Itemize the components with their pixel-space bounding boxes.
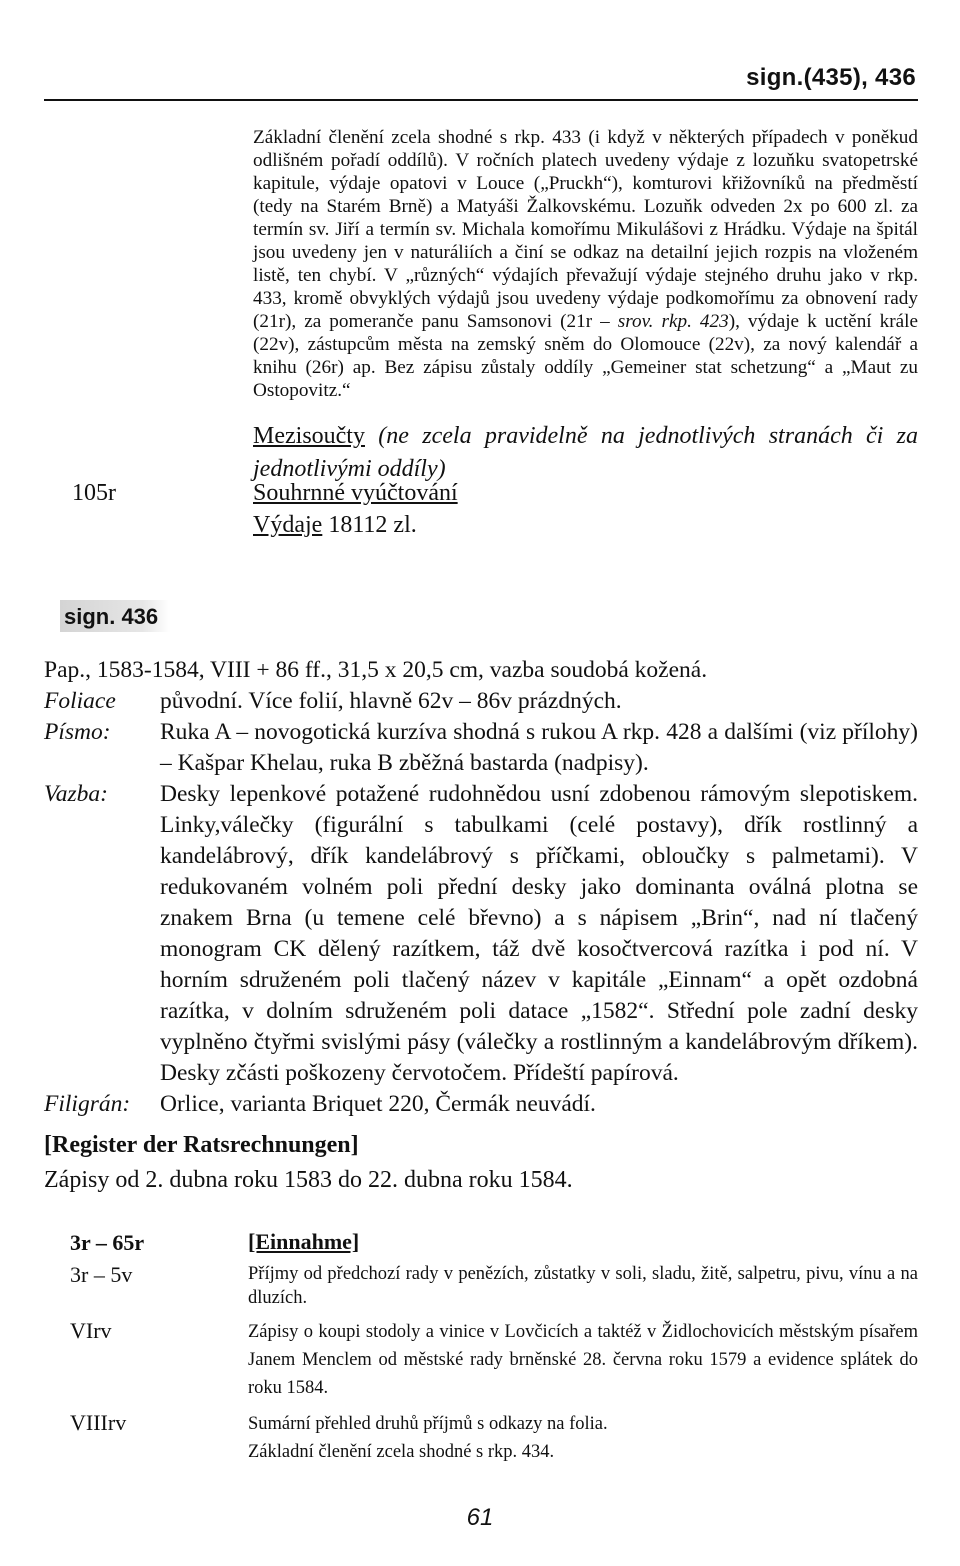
description-row-foliation <box>44 686 918 717</box>
binding-value: Desky lepenkové potažené rudohnědou usní zdobenou rámovým slepotiskem. Linky,válečky (figurální s tabulkami (celé postavy), dřík rostlinný a kandelábrový, dřík kandelábrový s příčkami, obloučky s palmetami). V redukovaném volném poli přední desky jako dominanta oválná plotna se znakem Brna (u temene celé břevno) a s nápisem „Brin“, nad ní tlačený monogram CK dělený razítkem, táž dvě kosočtvercová razítka i pod ní. V horním sdruženém poli tlačený název v kapitále „Einnam“ a opět ozdobná razítka, v dolním sdruženém poli datace „1582“. Střední pole zadní desky vyplněno čtyřmi svislými pásy (válečky a rostlinným a kandelábrovým dříkem). Desky zčásti poškozeny červotočem. Přídeští papírová. <box>160 781 918 1086</box>
table-row <box>70 1230 918 1256</box>
expenses-amount: 18112 zl. <box>322 512 417 538</box>
row-description: Příjmy od předchozí rady v penězích, zůstatky v soli, sladu, žitě, salpetru, pivu, vínu a na dluzích. <box>248 1264 918 1308</box>
expenses-label: Výdaje <box>253 512 323 538</box>
table-row <box>70 1318 918 1402</box>
watermark-value: Orlice, varianta Briquet 220, Čermák neuvádí. <box>160 1091 596 1117</box>
manuscript-description <box>44 655 918 1120</box>
header-rule <box>44 99 918 101</box>
signature-label: sign. 436 <box>60 600 170 632</box>
description-row-script <box>44 717 918 779</box>
watermark-label: Filigrán: <box>44 1091 131 1117</box>
binding-label: Vazba: <box>44 781 108 807</box>
table-row <box>70 1262 918 1310</box>
foliation-label: Foliace <box>44 688 116 714</box>
row-description: Zápisy o koupi stodoly a vinice v Lovčicích a taktéž v Židlochovicích městským písařem Janem Menclem od městské rady brněnské 28. června roku 1579 a evidence splátek do roku 1584. <box>248 1322 918 1398</box>
physical-description: Pap., 1583-1584, VIII + 86 ff., 31,5 x 20,5 cm, vazba soudobá kožená. <box>44 657 708 683</box>
description-row-binding <box>44 779 918 1089</box>
subtotals-note: (ne zcela pravidelně na jednotlivých stranách či za jednotlivými oddíly) <box>253 423 918 482</box>
section-title: [Einnahme] <box>248 1229 360 1254</box>
paragraph-text-continued: ), výdaje k uctění krále (22v), zástupcům města na zemský sněm do Olomouce (22v), za nový kalendář a knihu (26r) ap. Bez zápisu zůstaly oddíly „Gemeiner stat schetzung“ a „Maut zu Ostopovitz.“ <box>253 311 919 401</box>
subtotals-line <box>253 420 918 486</box>
register-heading: [Register der Ratsrechnungen] <box>44 1132 359 1158</box>
expenses-line <box>253 512 417 539</box>
summary-heading: Souhrnné vyúčtování <box>253 480 458 506</box>
page-number: 61 <box>466 1504 494 1531</box>
subtotals-label: Mezisoučty <box>253 423 365 449</box>
entries-date-span: Zápisy od 2. dubna roku 1583 do 22. dubna roku 1584. <box>44 1167 573 1193</box>
script-value: Ruka A – novogotická kurzíva shodná s rukou A rkp. 428 a dalšími (viz přílohy) – Kašpar Khelau, ruka B zběžná bastarda (nadpisy). <box>160 719 918 776</box>
side-folio-reference: 105r <box>72 480 116 506</box>
row-line: Základní členění zcela shodné s rkp. 434. <box>248 1442 555 1462</box>
section-folio: 3r – 65r <box>70 1230 145 1255</box>
paragraph-text: Základní členění zcela shodné s rkp. 433 (i když v některých případech v poněkud odlišném pořadí oddílů). V ročních platech uvedeny výdaje z lozuňku svatopetrské kapitule, výdaje opatovi v Louce („Pruckh“), komturovi křižovníků na předměstí (tedy na Starém Brně) a Matyáši Žalkovskému. Lozuňk odveden 2x po 600 zl. za termín sv. Jiří a termín sv. Michala komořímu Mikulášovi z Hrádku. Výdaje na špitál jsou uvedeny jen v naturáliích a činí se odkaz na detailní jejich rozpis na vloženém listě, ten chybí. V „různých“ výdajích převažují výdaje stejného druhu jako v rkp. 433, kromě obvyklých výdajů jsou uvedeny výdaje podkomořímu za obnovení rady (21r), za pomeranče panu Samsonovi (21r – <box>253 127 918 332</box>
row-description <box>248 1410 918 1466</box>
folio-table <box>70 1230 918 1466</box>
script-label: Písmo: <box>44 719 111 745</box>
row-line: Sumární přehled druhů příjmů s odkazy na folia. <box>248 1414 608 1434</box>
row-folio: VIrv <box>70 1318 112 1343</box>
paragraph-italic-reference: srov. rkp. 423 <box>617 311 729 332</box>
row-folio: 3r – 5v <box>70 1262 133 1287</box>
row-folio: VIIIrv <box>70 1410 127 1435</box>
table-row <box>70 1410 918 1466</box>
description-row-watermark <box>44 1089 918 1120</box>
foliation-value: původní. Více folií, hlavně 62v – 86v prázdných. <box>160 688 622 714</box>
previous-entry-paragraph <box>253 126 918 402</box>
running-head: sign.(435), 436 <box>746 64 916 91</box>
